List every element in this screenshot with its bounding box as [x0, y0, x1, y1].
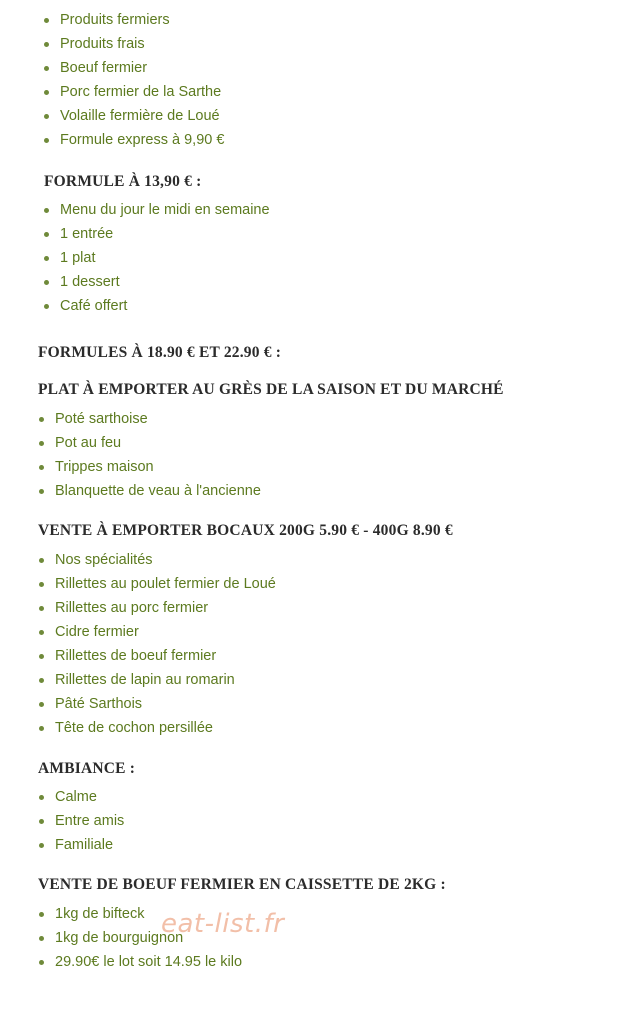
- list-item: [37, 479, 261, 503]
- bullet-icon: [44, 232, 49, 237]
- list-item-label: Blanquette de veau à l'ancienne: [55, 483, 261, 499]
- list-item-label: Calme: [55, 789, 97, 805]
- list-item-label: Café offert: [60, 298, 128, 314]
- list-item: [42, 80, 224, 104]
- list-item-label: Trippes maison: [55, 459, 154, 475]
- bullet-icon: [39, 654, 44, 659]
- bullet-icon: [44, 280, 49, 285]
- bullet-icon: [39, 819, 44, 824]
- plat-emporter-section: [38, 380, 504, 400]
- list-item-label: Cidre fermier: [55, 624, 139, 640]
- formule-1390-list-wrap: [42, 198, 270, 318]
- ambiance-section: [38, 759, 135, 779]
- section-heading: FORMULE À 13,90 € :: [44, 173, 202, 190]
- section-heading: PLAT À EMPORTER AU GRÈS DE LA SAISON ET DU MARCHÉ: [38, 381, 504, 398]
- bullet-icon: [39, 843, 44, 848]
- list-item: [42, 198, 270, 222]
- list-item: [42, 294, 270, 318]
- list-item-label: 1 entrée: [60, 226, 114, 242]
- plat-emporter-list: [37, 407, 261, 503]
- bullet-icon: [39, 678, 44, 683]
- list-item-label: Tête de cochon persillée: [55, 720, 213, 736]
- bullet-icon: [39, 489, 44, 494]
- list-item: [37, 950, 242, 974]
- list-item: [42, 56, 224, 80]
- bullet-icon: [39, 441, 44, 446]
- list-item-label: Volaille fermière de Loué: [60, 108, 220, 124]
- bullet-icon: [39, 912, 44, 917]
- section-heading: FORMULES À 18.90 € ET 22.90 € :: [38, 344, 282, 361]
- list-item: [37, 431, 261, 455]
- list-item-label: Produits frais: [60, 36, 145, 52]
- list-item-label: 1 plat: [60, 250, 96, 266]
- plat-emporter-list-wrap: [37, 407, 261, 503]
- list-item: [37, 548, 276, 572]
- list-item-label: 1 dessert: [60, 274, 120, 290]
- list-item-label: Pâté Sarthois: [55, 696, 143, 712]
- list-item: [42, 222, 270, 246]
- list-item-label: Produits fermiers: [60, 12, 170, 28]
- list-item-label: Familiale: [55, 837, 114, 853]
- list-item-label: Rillettes au porc fermier: [55, 600, 209, 616]
- list-item-label: 29.90€ le lot soit 14.95 le kilo: [55, 954, 243, 970]
- formules-1890-2290-section: [38, 343, 281, 363]
- features-list: [42, 8, 224, 152]
- list-item: [42, 128, 224, 152]
- list-item-label: Poté sarthoise: [55, 411, 148, 427]
- list-item: [37, 572, 276, 596]
- list-item-label: Pot au feu: [55, 435, 122, 451]
- list-item: [42, 8, 224, 32]
- bullet-icon: [39, 795, 44, 800]
- bullet-icon: [39, 582, 44, 587]
- list-item-label: Porc fermier de la Sarthe: [60, 84, 222, 100]
- list-item: [37, 668, 276, 692]
- watermark-text: eat-list.fr: [161, 909, 285, 939]
- section-heading: VENTE À EMPORTER BOCAUX 200G 5.90 € - 400G 8.90 €: [38, 522, 453, 539]
- list-item: [37, 716, 276, 740]
- bullet-icon: [39, 417, 44, 422]
- list-item-label: Rillettes au poulet fermier de Loué: [55, 576, 276, 592]
- ambiance-list-wrap: [37, 785, 124, 857]
- list-item-label: Entre amis: [55, 813, 125, 829]
- list-item: [37, 407, 261, 431]
- bullet-icon: [44, 90, 49, 95]
- bullet-icon: [39, 558, 44, 563]
- ambiance-list: [37, 785, 124, 857]
- list-item: [42, 104, 224, 128]
- list-item: [37, 596, 276, 620]
- bullet-icon: [39, 606, 44, 611]
- list-item-label: Rillettes de boeuf fermier: [55, 648, 217, 664]
- bullet-icon: [44, 114, 49, 119]
- section-heading: VENTE DE BOEUF FERMIER EN CAISSETTE DE 2KG :: [38, 876, 446, 893]
- list-item: [42, 270, 270, 294]
- list-item: [37, 692, 276, 716]
- list-item-label: 1kg de bifteck: [55, 906, 145, 922]
- formule-1390-section: [44, 172, 202, 192]
- vente-boeuf-section: [38, 875, 446, 895]
- bullet-icon: [44, 18, 49, 23]
- bullet-icon: [44, 208, 49, 213]
- bullet-icon: [39, 630, 44, 635]
- bullet-icon: [39, 726, 44, 731]
- list-item: [37, 809, 124, 833]
- list-item-label: Formule express à 9,90 €: [60, 132, 225, 148]
- bullet-icon: [39, 936, 44, 941]
- vente-bocaux-list-wrap: [37, 548, 276, 740]
- list-item: [42, 32, 224, 56]
- list-item-label: Boeuf fermier: [60, 60, 148, 76]
- bullet-icon: [44, 304, 49, 309]
- list-item-label: Nos spécialités: [55, 552, 153, 568]
- list-item: [42, 246, 270, 270]
- bullet-icon: [44, 66, 49, 71]
- list-item: [37, 644, 276, 668]
- list-item: [37, 455, 261, 479]
- section-heading: AMBIANCE :: [38, 760, 136, 777]
- list-item-label: 1kg de bourguignon: [55, 930, 184, 946]
- vente-bocaux-section: [38, 521, 453, 541]
- features-section: [42, 8, 224, 152]
- bullet-icon: [39, 960, 44, 965]
- list-item: [37, 620, 276, 644]
- bullet-icon: [39, 702, 44, 707]
- list-item-label: Rillettes de lapin au romarin: [55, 672, 235, 688]
- list-item: [37, 833, 124, 857]
- formule-1390-list: [42, 198, 270, 318]
- vente-bocaux-list: [37, 548, 276, 740]
- bullet-icon: [44, 42, 49, 47]
- list-item-label: Menu du jour le midi en semaine: [60, 202, 270, 218]
- bullet-icon: [44, 256, 49, 261]
- list-item: [37, 785, 124, 809]
- bullet-icon: [44, 138, 49, 143]
- bullet-icon: [39, 465, 44, 470]
